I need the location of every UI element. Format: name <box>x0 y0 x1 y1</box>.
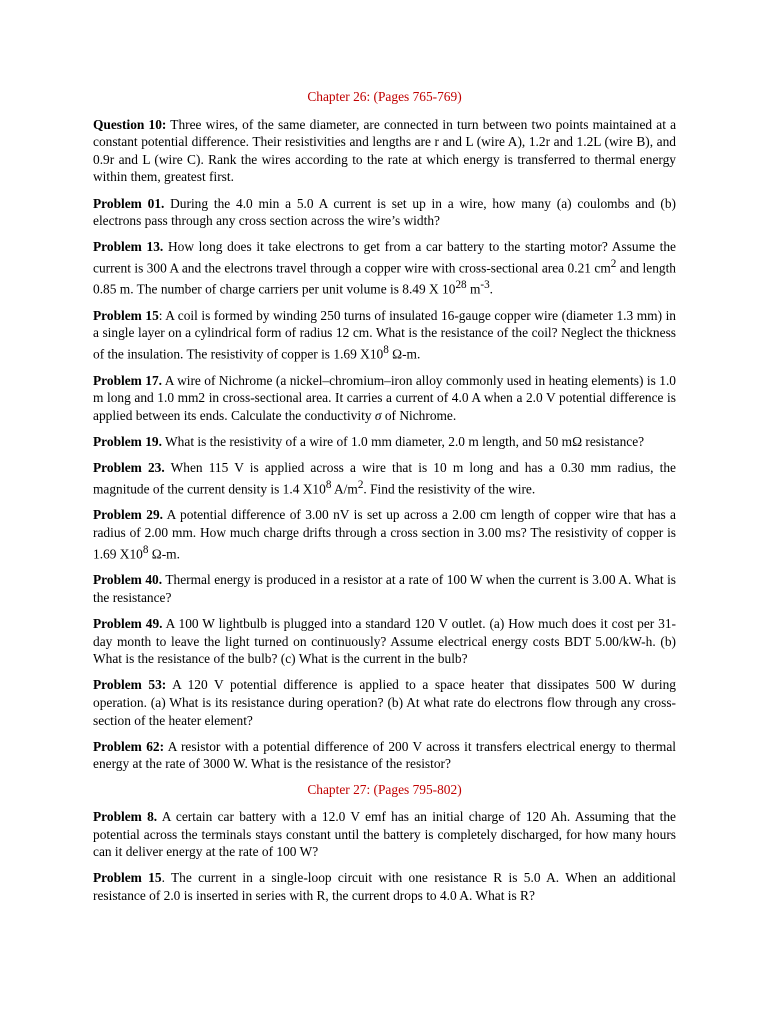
superscript: 2 <box>610 257 617 270</box>
item-text: . The current in a single-loop circuit with one resistance R is 5.0 A. When an additional resistance of 2.0 is inserted in series with R, the current drops to 4.0 A. What is R? <box>93 870 676 904</box>
item-label: Problem 53: <box>93 677 167 693</box>
item-label: Problem 13. <box>93 239 164 255</box>
problem-62 <box>93 738 676 773</box>
item-label: Problem 23. <box>93 460 165 476</box>
item-text: m <box>466 281 481 297</box>
item-text: What is the resistivity of a wire of 1.0 mm diameter, 2.0 m length, and 50 mΩ resistance? <box>165 433 645 449</box>
item-text: Three wires, of the same diameter, are connected in turn between two points maintained at a constant potential difference. Their resistivities and lengths are r and L (wire A), 1.2r and 1.2L (wire B), and 0.9r and L (wire C). Rank the wires according to the rate at which energy is transferred to thermal energy within them, greatest first. <box>93 116 677 185</box>
item-text: . <box>489 281 494 297</box>
problem-19 <box>93 433 676 451</box>
item-text: A potential difference of 3.00 nV is set up across a 2.00 cm length of copper wire that has a radius of 2.00 mm. How much charge drifts through a cross section in 3.00 ms? The resistivity of copper is 1.69 X10 <box>93 507 677 561</box>
item-label: Problem 62: <box>93 738 165 754</box>
item-text: A resistor with a potential difference of 200 V across it transfers electrical energy to thermal energy at the rate of 3000 W. What is the resistance of the resistor? <box>93 738 677 772</box>
item-text: A 120 V potential difference is applied to a space heater that dissipates 500 W during operation. (a) What is its resistance during operation? (b) At what rate do electrons flow through any cross-section of the heater element? <box>93 677 676 728</box>
item-label: Problem 29. <box>93 507 163 523</box>
item-label: Problem 15 <box>93 870 162 886</box>
superscript: 28 <box>455 279 467 291</box>
problem-8 <box>93 808 676 861</box>
problem-40 <box>93 571 676 606</box>
item-label: Problem 49. <box>93 615 163 631</box>
problem-15-ch27 <box>93 869 676 904</box>
item-label: Problem 15 <box>93 307 159 323</box>
item-text: A 100 W lightbulb is plugged into a standard 120 V outlet. (a) How much does it cost per 31-day month to leave the light turned on continuously? Assume electrical energy costs BDT 5.00/kW-h. (b) What is the resistance of the bulb? (c) What is the current in the bulb? <box>93 615 676 667</box>
item-text: A/m <box>331 481 358 497</box>
item-text: Ω-m. <box>388 346 421 362</box>
superscript: 8 <box>325 478 332 491</box>
problem-01 <box>93 195 676 230</box>
item-text: . Find the resistivity of the wire. <box>363 481 536 497</box>
item-text: and length 0.85 m. The number of charge carriers per unit volume is 8.49 X 10 <box>93 260 677 297</box>
problem-29 <box>93 506 676 562</box>
item-text: of Nichrome. <box>381 407 457 423</box>
item-text: A wire of Nichrome (a nickel–chromium–iron alloy commonly used in heating elements) is 1.0 m long and 1.0 mm2 in cross-sectional area. It carries a current of 4.0 A when a 2.0 V potential difference is applied between its ends. Calculate the conductivity <box>93 372 676 423</box>
superscript: 8 <box>383 343 389 356</box>
item-text: Ω-m. <box>148 545 180 561</box>
item-label: Question 10: <box>93 116 167 132</box>
question-10 <box>93 116 676 186</box>
problem-sheet <box>93 88 676 913</box>
chapter-26-heading: Chapter 26: (Pages 765-769) <box>307 89 462 104</box>
chapter-27-heading: Chapter 27: (Pages 795-802) <box>307 782 462 798</box>
item-label: Problem 17. <box>93 372 163 388</box>
problem-49 <box>93 615 676 668</box>
superscript: 8 <box>142 543 149 556</box>
problem-15 <box>93 307 676 363</box>
problem-23 <box>93 459 676 498</box>
problem-53 <box>93 676 676 729</box>
item-label: Problem 19. <box>93 433 162 449</box>
item-text: When 115 V is applied across a wire that is 10 m long and has a 0.30 mm radius, the magnitude of the current density is 1.4 X10 <box>93 460 676 497</box>
item-label: Problem 8. <box>93 809 158 825</box>
item-text: : A coil is formed by winding 250 turns of insulated 16-gauge copper wire (diameter 1.3 mm) in a single layer on a cylindrical form of radius 12 cm. What is the resistance of the coil? Neglect the thickness of the insulation. The resistivity of copper is 1.69 X10 <box>93 307 676 362</box>
problem-13 <box>93 238 676 298</box>
item-text: During the 4.0 min a 5.0 A current is set up in a wire, how many (a) coulombs and (b) electrons pass through any cross section across the wire’s width? <box>93 195 676 229</box>
superscript: -3 <box>480 279 490 291</box>
item-label: Problem 40. <box>93 572 163 588</box>
problem-17 <box>93 372 676 425</box>
item-text: Thermal energy is produced in a resistor at a rate of 100 W when the current is 3.00 A. What is the resistance? <box>93 572 676 605</box>
item-text: A certain car battery with a 12.0 V emf has an initial charge of 120 Ah. Assuming that the potential across the terminals stays constant until the battery is completely discharged, for how many hours can it deliver energy at the rate of 100 W? <box>93 809 676 860</box>
item-label: Problem 01. <box>93 195 165 211</box>
sigma-symbol: σ <box>374 407 382 423</box>
superscript: 2 <box>357 478 364 491</box>
item-text: How long does it take electrons to get from a car battery to the starting motor? Assume the current is 300 A and the electrons travel through a copper wire with cross-sectional area 0.21 cm <box>93 239 676 276</box>
